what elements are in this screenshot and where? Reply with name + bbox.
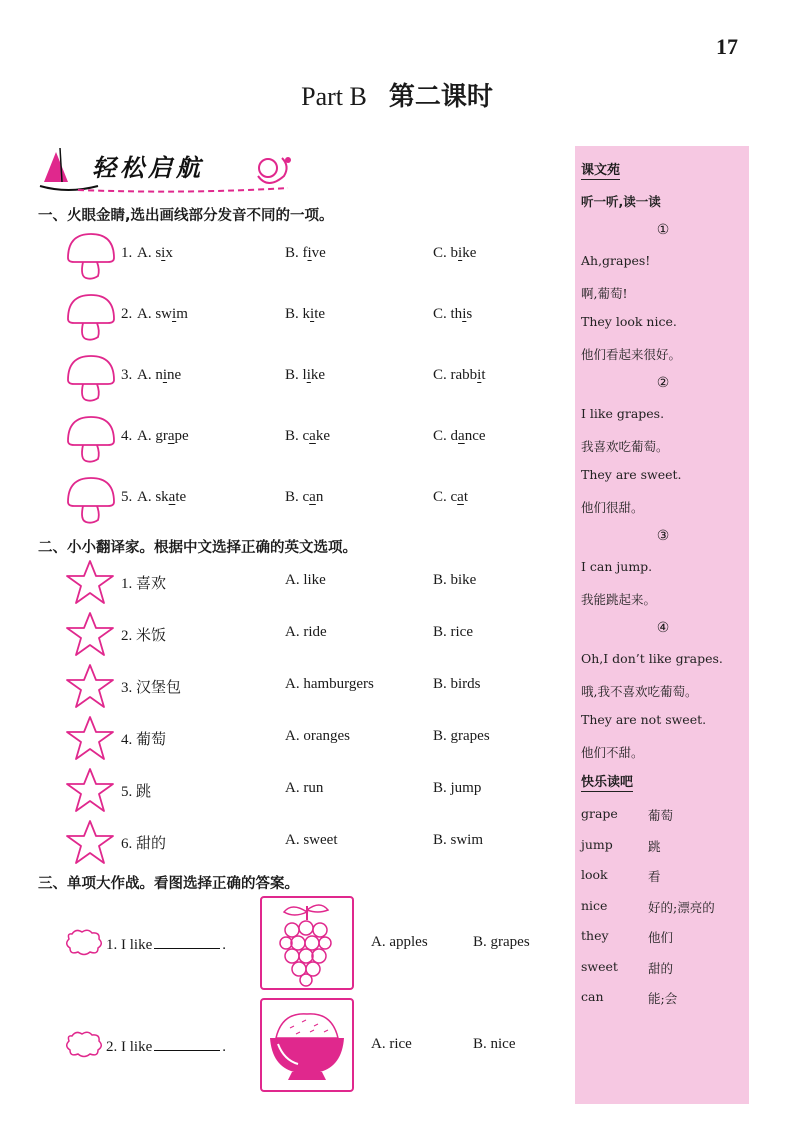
s1-option-a[interactable] [137,306,188,323]
dialog-line: 我能跳起来。 [581,591,657,607]
s2-option-b[interactable]: B. rice [433,624,473,640]
s1-option-text: te [314,306,326,322]
s3-q2-text: 2. I like [106,1039,153,1055]
s2-option-a[interactable]: A. like [285,572,326,588]
dialog-line: Oh,I don’t like grapes. [581,651,723,666]
grapes-picture [260,896,354,990]
s1-option-b[interactable] [285,367,325,384]
s1-option-text: C. rabb [433,367,478,383]
s2-option-a[interactable]: A. run [285,780,324,796]
s2-question: 6. 甜的 [121,836,167,852]
vocab-word: jump [581,836,613,852]
s1-option-text: A. gr [137,428,168,444]
dialog-line: 他们很甜。 [581,499,644,515]
title-lesson: 第二课时 [388,82,493,112]
star-marker-icon [64,714,116,762]
s1-underlined-letter: a [309,428,316,444]
s2-option-b[interactable]: B. grapes [433,728,490,744]
star-marker-icon [64,610,116,658]
s1-option-text: C. d [433,428,459,444]
s3-q2-option-b[interactable]: B. nice [473,1036,516,1052]
star-marker-icon [64,766,116,814]
s1-underlined-letter: a [168,489,176,505]
s1-option-a[interactable] [137,489,186,506]
rice-bowl-icon [262,1000,352,1090]
rice-picture [260,998,354,1092]
mushroom-marker-icon [64,230,118,284]
s2-option-a[interactable]: A. oranges [285,728,350,744]
s1-underlined-letter: i [172,306,177,322]
section3-heading: 三、单项大作战。看图选择正确的答案。 [38,876,299,892]
s3-q1-blank[interactable] [154,934,220,949]
s1-underlined-letter: i [458,245,463,261]
dialog-number: ③ [656,528,670,544]
sidebar-heading-reading: 快乐读吧 [581,775,634,790]
s2-question: 4. 葡萄 [121,732,167,748]
s2-question: 5. 跳 [121,784,152,800]
mushroom-marker-icon [64,413,118,467]
star-marker-icon [64,558,116,606]
s1-underlined-letter: i [310,306,315,322]
s1-option-text: te [175,489,187,505]
vocab-meaning: 葡萄 [648,808,674,823]
s1-option-text: s [466,306,473,322]
s2-option-b[interactable]: B. birds [433,676,481,692]
s1-underlined-letter: i [307,245,312,261]
s1-option-text: x [165,245,173,261]
s2-option-b[interactable]: B. bike [433,572,477,588]
vocab-word: can [581,989,604,1004]
s3-q1-option-b[interactable]: B. grapes [473,934,530,950]
s1-option-text: ke [310,367,326,383]
s1-option-text: A. sk [137,489,169,505]
s1-underlined-letter: i [306,367,311,383]
dialog-line: 他们不甜。 [581,744,644,760]
s2-option-b[interactable]: B. jump [433,780,482,796]
dialog-number: ② [656,375,670,391]
s1-option-c[interactable] [433,306,472,323]
flower-marker-icon [64,928,104,956]
s1-option-text: ve [311,245,326,261]
s1-option-text: B. c [285,489,310,505]
vocab-meaning: 跳 [648,838,661,854]
vocab-meaning: 好的;漂亮的 [648,899,715,915]
s2-question: 1. 喜欢 [121,576,167,592]
s1-option-text: t [463,489,469,505]
s1-underlined-letter: a [457,489,464,505]
s3-q2-option-a[interactable]: A. rice [371,1036,412,1052]
s1-option-b[interactable] [285,428,330,445]
flower-marker-icon [64,1030,104,1058]
s1-underlined-letter: i [462,306,467,322]
dialog-line: 我喜欢吃葡萄。 [581,438,669,454]
dialog-line: They look nice. [581,314,677,329]
s1-option-a[interactable] [137,245,173,262]
dialog-line: They are not sweet. [581,712,707,727]
dialog-line: Ah,grapes! [581,253,651,268]
s1-option-text: A. sw [137,306,173,322]
s1-option-a[interactable] [137,428,189,445]
s2-question: 2. 米饭 [121,628,167,644]
s1-underlined-letter: i [477,367,482,383]
s1-item-number: 3. [121,367,133,383]
vocab-meaning: 看 [648,869,661,884]
dialog-line: I like grapes. [581,406,665,421]
s3-q2-period: . [222,1039,226,1055]
sidebar-subheading: 听一听,读一读 [581,194,661,209]
page-title [0,76,794,113]
s1-option-c[interactable] [433,245,476,262]
dialog-line: I can jump. [581,559,653,574]
s1-underlined-letter: a [309,489,316,505]
s1-option-text: B. k [285,306,311,322]
s2-option-b[interactable]: B. swim [433,832,484,848]
s1-option-b[interactable] [285,489,323,506]
s2-question: 3. 汉堡包 [121,680,182,696]
s1-option-b[interactable] [285,245,326,262]
s2-option-a[interactable]: A. hamburgers [285,676,374,692]
vocab-meaning: 能;会 [648,991,678,1006]
s3-q2-blank[interactable] [154,1036,220,1051]
grapes-icon [262,898,352,988]
dialog-line: They are sweet. [581,467,682,482]
vocab-word: look [581,867,608,882]
s1-option-text: m [176,306,188,322]
dialog-number: ④ [656,620,670,636]
section1-heading: 一、火眼金睛,选出画线部分发音不同的一项。 [38,208,334,224]
star-marker-icon [64,818,116,866]
s1-option-text: A. s [137,245,162,261]
s1-option-c[interactable] [433,428,486,445]
s1-option-text: ke [315,428,331,444]
title-part: Part B [301,82,367,111]
s2-option-a[interactable]: A. ride [285,624,327,640]
banner-title: 轻松启航 [92,154,204,182]
s3-q1-text: 1. I like [106,937,153,953]
s1-option-text: B. l [285,367,307,383]
s1-option-text: ne [167,367,182,383]
s1-option-text: A. n [137,367,163,383]
s1-option-text: nce [464,428,486,444]
s3-question-1 [106,934,226,954]
s1-option-text: pe [174,428,189,444]
s3-q1-period: . [222,937,226,953]
s1-option-text: C. th [433,306,463,322]
s1-option-text: B. f [285,245,308,261]
s3-question-2 [106,1036,226,1056]
s1-item-number: 5. [121,489,133,505]
vocab-meaning: 甜的 [648,960,674,976]
s1-option-text: C. b [433,245,459,261]
s1-option-c[interactable] [433,489,468,506]
s1-option-text: ke [462,245,477,261]
s3-q1-option-a[interactable]: A. apples [371,934,428,950]
s1-option-text: t [481,367,486,383]
vocab-word: sweet [581,958,618,974]
s1-underlined-letter: a [458,428,465,444]
mushroom-marker-icon [64,352,118,406]
dialog-number: ① [656,222,670,238]
s1-underlined-letter: i [162,367,168,383]
mushroom-marker-icon [64,291,118,345]
sidebar-heading-text: 课文苑 [581,163,621,178]
mushroom-marker-icon [64,474,118,528]
vocab-meaning: 他们 [648,930,674,945]
page-number: 17 [716,34,738,59]
s1-option-text: n [315,489,324,505]
vocab-word: they [581,928,609,943]
section2-heading: 二、小小翻译家。根据中文选择正确的英文选项。 [38,540,357,556]
dialog-line: 啊,葡萄! [581,285,628,301]
vocab-word: grape [581,806,618,821]
s1-option-a[interactable] [137,367,181,384]
s1-item-number: 4. [121,428,133,444]
s1-item-number: 2. [121,306,133,322]
vocab-word: nice [581,897,608,913]
star-marker-icon [64,662,116,710]
s1-option-b[interactable] [285,306,325,323]
s1-underlined-letter: i [161,245,166,261]
s2-option-a[interactable]: A. sweet [285,832,338,848]
dialog-line: 哦,我不喜欢吃葡萄。 [581,683,698,699]
s1-option-text: C. c [433,489,458,505]
s1-item-number: 1. [121,245,133,261]
s1-option-text: B. c [285,428,310,444]
s1-underlined-letter: a [167,428,175,444]
s1-option-c[interactable] [433,367,486,384]
dialog-line: 他们看起来很好。 [581,346,682,362]
